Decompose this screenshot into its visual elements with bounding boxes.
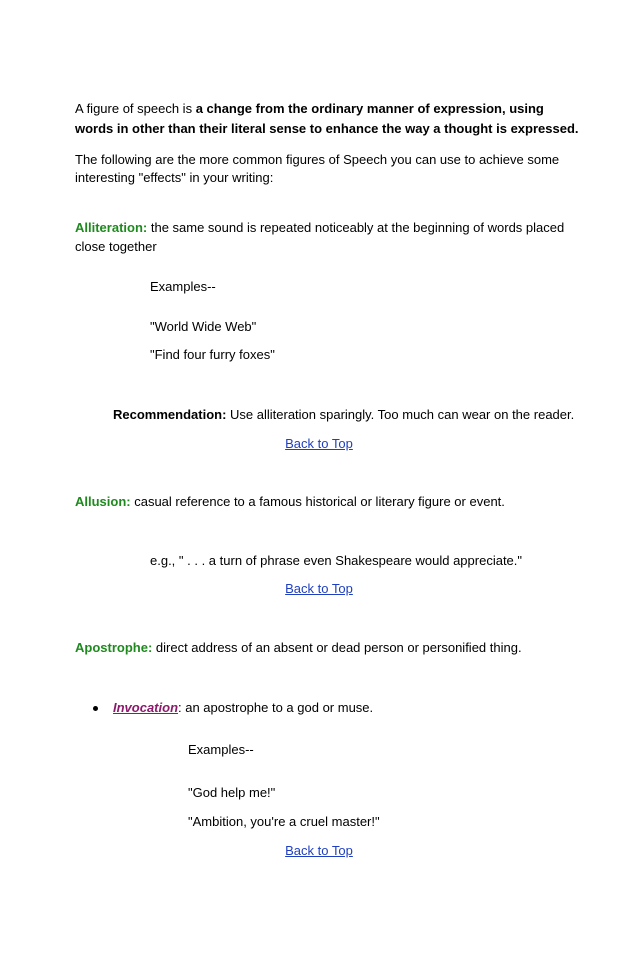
apostrophe-term: Apostrophe:	[75, 640, 153, 655]
alliteration-examples-label: Examples--	[150, 279, 216, 294]
invocation-def: : an apostrophe to a god or muse.	[178, 700, 374, 715]
invocation-item	[113, 700, 373, 716]
intro-p2-line-2: interesting "effects" in your writing:	[75, 170, 274, 185]
back-to-top-link-1[interactable]: Back to Top	[285, 436, 353, 451]
allusion-term: Allusion:	[75, 494, 131, 509]
recommendation-text: Use alliteration sparingly. Too much can wear on the reader.	[226, 407, 575, 422]
allusion-example: e.g., " . . . a turn of phrase even Shakespeare would appreciate."	[150, 553, 523, 568]
back-to-top-link-3[interactable]: Back to Top	[285, 843, 353, 858]
recommendation-label: Recommendation:	[113, 407, 227, 422]
alliteration-def-1: the same sound is repeated noticeably at the beginning of words placed	[147, 220, 565, 235]
apostrophe-definition	[75, 640, 522, 656]
intro-p2-line-1: The following are the more common figures of Speech you can use to achieve some	[75, 152, 560, 167]
apostrophe-def: direct address of an absent or dead person or personified thing.	[152, 640, 522, 655]
alliteration-definition	[75, 220, 564, 236]
allusion-def: casual reference to a famous historical or literary figure or event.	[130, 494, 505, 509]
alliteration-recommendation	[113, 407, 574, 423]
apostrophe-example-2: "Ambition, you're a cruel master!"	[188, 814, 380, 829]
intro-bold-2: words in other than their literal sense to enhance the way a thought is expressed.	[75, 121, 579, 136]
alliteration-example-2: "Find four furry foxes"	[150, 347, 275, 362]
intro-bold-1: a change from the ordinary manner of expression, using	[195, 101, 544, 116]
allusion-definition	[75, 494, 505, 510]
alliteration-example-1: "World Wide Web"	[150, 319, 257, 334]
alliteration-term: Alliteration:	[75, 220, 148, 235]
intro-lead: A figure of speech is	[75, 101, 196, 116]
intro-line-1	[75, 101, 544, 117]
apostrophe-example-1: "God help me!"	[188, 785, 276, 800]
back-to-top-link-2[interactable]: Back to Top	[285, 581, 353, 596]
apostrophe-examples-label: Examples--	[188, 742, 254, 757]
bullet-icon	[93, 706, 98, 711]
alliteration-def-2: close together	[75, 239, 157, 254]
invocation-term: Invocation	[113, 700, 179, 715]
